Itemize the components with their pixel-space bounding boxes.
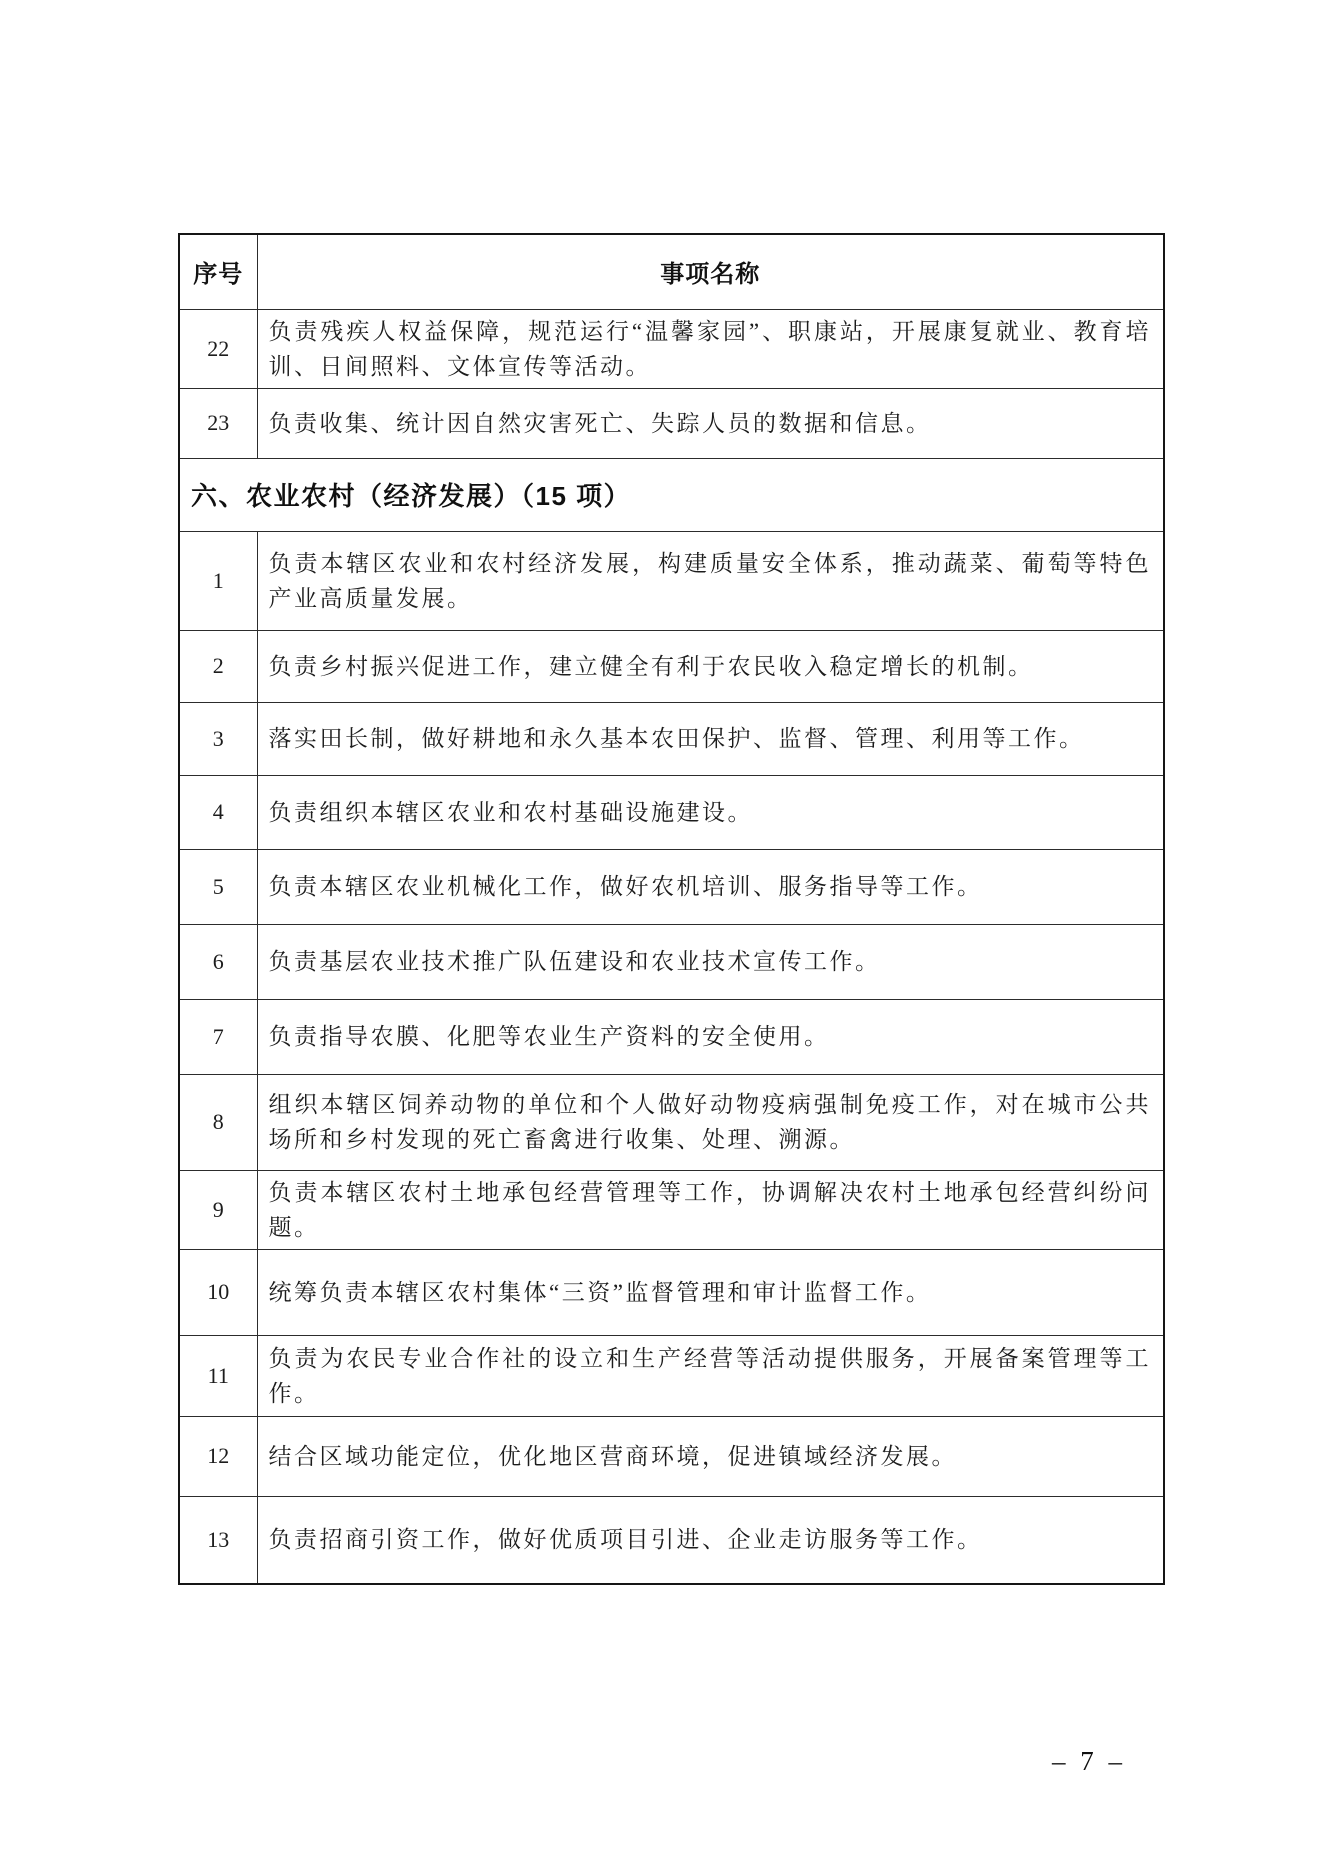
table-row (179, 309, 1164, 388)
table-row (179, 849, 1164, 924)
row-number: 11 (179, 1335, 257, 1416)
table-row (179, 1074, 1164, 1170)
table-row (179, 1249, 1164, 1335)
row-number: 23 (179, 388, 257, 458)
row-item-text: 负责本辖区农村土地承包经营管理等工作，协调解决农村土地承包经营纠纷问题。 (257, 1170, 1164, 1249)
row-item-text: 负责残疾人权益保障，规范运行“温馨家园”、职康站，开展康复就业、教育培训、日间照料、文体宣传等活动。 (257, 309, 1164, 388)
row-item-text: 负责为农民专业合作社的设立和生产经营等活动提供服务，开展备案管理等工作。 (257, 1335, 1164, 1416)
row-item-text: 落实田长制，做好耕地和永久基本农田保护、监督、管理、利用等工作。 (257, 702, 1164, 775)
table-row (179, 1496, 1164, 1584)
row-number: 12 (179, 1416, 257, 1496)
items-table (178, 233, 1165, 1585)
row-number: 1 (179, 531, 257, 630)
row-number: 3 (179, 702, 257, 775)
row-number: 8 (179, 1074, 257, 1170)
table-row (179, 702, 1164, 775)
row-number: 6 (179, 924, 257, 999)
table-row (179, 924, 1164, 999)
column-header-item-name: 事项名称 (257, 234, 1164, 309)
row-item-text: 负责收集、统计因自然灾害死亡、失踪人员的数据和信息。 (257, 388, 1164, 458)
section-title: 六、农业农村（经济发展）（15 项） (179, 458, 1164, 531)
row-item-text: 负责本辖区农业和农村经济发展，构建质量安全体系，推动蔬菜、葡萄等特色产业高质量发展。 (257, 531, 1164, 630)
row-number: 9 (179, 1170, 257, 1249)
column-header-index: 序号 (179, 234, 257, 309)
table-row (179, 630, 1164, 702)
table-row (179, 1170, 1164, 1249)
row-item-text: 负责指导农膜、化肥等农业生产资料的安全使用。 (257, 999, 1164, 1074)
page-number: – 7 – (1052, 1746, 1126, 1776)
row-number: 22 (179, 309, 257, 388)
row-number: 13 (179, 1496, 257, 1584)
row-item-text: 负责本辖区农业机械化工作，做好农机培训、服务指导等工作。 (257, 849, 1164, 924)
row-item-text: 统筹负责本辖区农村集体“三资”监督管理和审计监督工作。 (257, 1249, 1164, 1335)
table-row (179, 388, 1164, 458)
row-item-text: 结合区域功能定位，优化地区营商环境，促进镇域经济发展。 (257, 1416, 1164, 1496)
row-number: 10 (179, 1249, 257, 1335)
section-header-row (179, 458, 1164, 531)
row-number: 5 (179, 849, 257, 924)
row-item-text: 负责组织本辖区农业和农村基础设施建设。 (257, 775, 1164, 849)
row-item-text: 负责乡村振兴促进工作，建立健全有利于农民收入稳定增长的机制。 (257, 630, 1164, 702)
row-number: 2 (179, 630, 257, 702)
table-row (179, 1416, 1164, 1496)
row-number: 4 (179, 775, 257, 849)
row-item-text: 组织本辖区饲养动物的单位和个人做好动物疫病强制免疫工作，对在城市公共场所和乡村发现的死亡畜禽进行收集、处理、溯源。 (257, 1074, 1164, 1170)
row-item-text: 负责基层农业技术推广队伍建设和农业技术宣传工作。 (257, 924, 1164, 999)
table-row (179, 531, 1164, 630)
table-row (179, 775, 1164, 849)
row-number: 7 (179, 999, 257, 1074)
table-row (179, 999, 1164, 1074)
row-item-text: 负责招商引资工作，做好优质项目引进、企业走访服务等工作。 (257, 1496, 1164, 1584)
table-row (179, 1335, 1164, 1416)
table-header-row (179, 234, 1164, 309)
